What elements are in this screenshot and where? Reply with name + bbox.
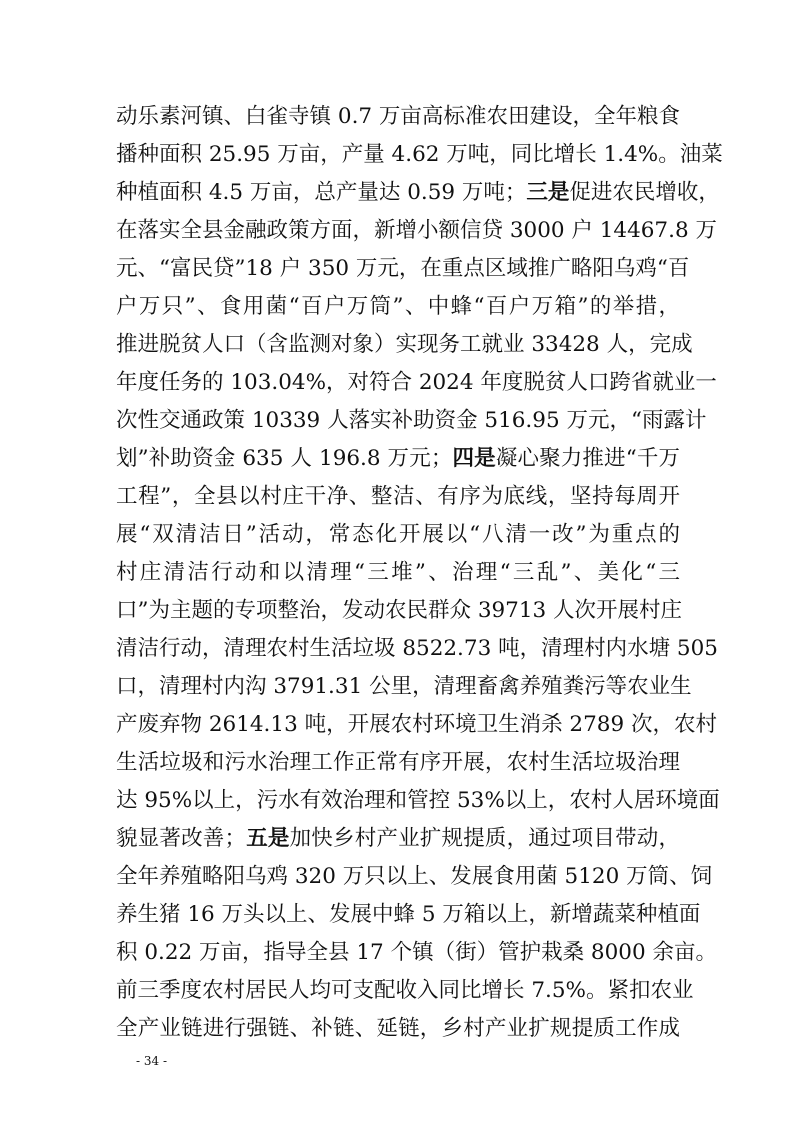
text-line: 口，清理村内沟 3791.31 公里，清理畜禽养殖粪污等农业生 [116, 674, 692, 699]
text-line: 全产业链进行强链、补链、延链，乡村产业扩规提质工作成 [116, 1016, 680, 1041]
text-segment: 加快乡村产业扩规提质，通过项目带动， [289, 826, 680, 851]
text-line: 养生猪 16 万头以上、发展中蜂 5 万箱以上，新增蔬菜种植面 [116, 902, 701, 927]
text-line: 工程”，全县以村庄干净、整洁、有序为底线，坚持每周开 [116, 484, 680, 509]
page-number: - 34 - [136, 1054, 168, 1068]
text-line: 前三季度农村居民人均可支配收入同比增长 7.5%。紧扣农业 [116, 978, 694, 1003]
text-line: 积 0.22 万亩，指导全县 17 个镇（街）管护栽桑 8000 余亩。 [116, 940, 717, 965]
text-line: 达 95%以上，污水有效治理和管控 53%以上，农村人居环境面 [116, 788, 720, 813]
text-line [116, 173, 720, 213]
bold-marker: 五是 [246, 826, 290, 851]
text-line: 村庄清洁行动和以清理“三堆”、治理“三乱”、美化“三 [116, 560, 680, 585]
text-segment: 貌显著改善； [116, 826, 246, 851]
text-line: 推进脱贫人口（含监测对象）实现务工就业 33428 人，完成 [116, 332, 693, 357]
text-line: 口”为主题的专项整治，发动农民群众 39713 人次开展村庄 [116, 598, 683, 623]
text-line: 动乐素河镇、白雀寺镇 0.7 万亩高标准农田建设，全年粮食 [116, 104, 680, 129]
text-line: 清洁行动，清理农村生活垃圾 8522.73 吨，清理村内水塘 505 [116, 636, 718, 661]
text-segment: 种植面积 4.5 万亩，总产量达 0.59 万吨； [116, 180, 527, 205]
bold-marker: 三是 [526, 180, 570, 205]
text-line: 生活垃圾和污水治理工作正常有序开展，农村生活垃圾治理 [116, 750, 680, 775]
text-line: 元、“富民贷”18 户 350 万元，在重点区域推广略阳乌鸡“百 [116, 256, 690, 281]
bold-marker: 四是 [452, 446, 496, 471]
text-line: 户万只”、食用菌“百户万筒”、中蜂“百户万箱”的举措， [116, 294, 680, 319]
text-line [116, 439, 680, 479]
text-line: 次性交通政策 10339 人落实补助资金 516.95 万元，“雨露计 [116, 408, 707, 433]
text-line: 产废弃物 2614.13 吨，开展农村环境卫生消杀 2789 次，农村 [116, 712, 717, 737]
text-segment: 划”补助资金 635 人 196.8 万元； [116, 446, 453, 471]
text-segment: 促进农民增收， [569, 180, 720, 205]
text-line: 播种面积 25.95 万亩，产量 4.62 万吨，同比增长 1.4%。油菜 [116, 142, 723, 167]
text-segment: 凝心聚力推进“千万 [495, 446, 680, 471]
text-line: 展“双清洁日”活动，常态化开展以“八清一改”为重点的 [116, 522, 680, 547]
text-line: 全年养殖略阳乌鸡 320 万只以上、发展食用菌 5120 万筒、饲 [116, 864, 713, 889]
text-line [116, 819, 680, 859]
text-line: 在落实全县金融政策方面，新增小额信贷 3000 户 14467.8 万 [116, 218, 717, 243]
text-line: 年度任务的 103.04%，对符合 2024 年度脱贫人口跨省就业一 [116, 370, 717, 395]
